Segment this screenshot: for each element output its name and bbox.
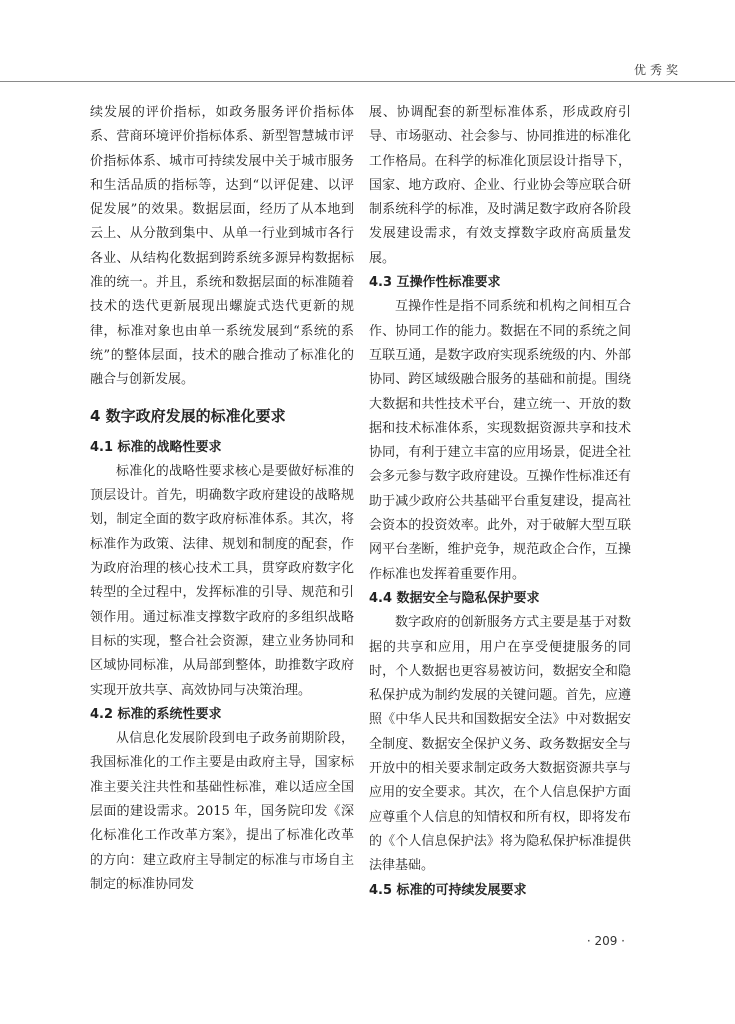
header-rule — [0, 81, 735, 82]
left-column — [90, 101, 354, 897]
subsection-heading-4-5: 4.5 标准的可持续发展要求 — [369, 882, 527, 898]
section-heading-4: 4 数字政府发展的标准化要求 — [90, 406, 286, 425]
subsection-heading-4-1: 4.1 标准的战略性要求 — [90, 439, 222, 455]
subsection-heading-4-4: 4.4 数据安全与隐私保护要求 — [369, 590, 540, 606]
paragraph-4-2-continued: 展、协调配套的新型标准体系，形成政府引导、市场驱动、社会参与、协同推进的标准化工作格局。在科学的标准化顶层设计指导下，国家、地方政府、企业、行业协会等应联合研制系统科学的标准，及时满足数字政府各阶段发展建设需求，有效支撑数字政府高质量发展。 — [369, 105, 631, 266]
subsection-heading-4-2: 4.2 标准的系统性要求 — [90, 706, 222, 722]
paragraph-4-2: 从信息化发展阶段到电子政务前期阶段，我国标准化的工作主要是由政府主导，国家标准主要关注共性和基础性标准，难以适应全国层面的建设需求。2015 年，国务院印发《深化标准化工作改革方案》，提出了标准化改革的方向：建立政府主导制定的标准与市场自主制定的标准协同发 — [90, 731, 354, 892]
right-column — [369, 101, 631, 903]
paragraph-4-3: 互操作性是指不同系统和机构之间相互合作、协同工作的能力。数据在不同的系统之间互联互通，是数字政府实现系统级的内、外部协同、跨区域级融合服务的基础和前提。围绕大数据和共性技术平台，建立统一、开放的数据和技术标准体系，实现数据资源共享和技术协同，有利于建立丰富的应用场景，促进全社会多元参与数字政府建设。互操作性标准还有助于减少政府公共基础平台重复建设，提高社会资本的投资效率。此外，对于破解大型互联网平台垄断，维护竞争，规范政企合作，互操作标准也发挥着重要作用。 — [369, 299, 631, 582]
paragraph-continuation: 续发展的评价指标，如政务服务评价指标体系、营商环境评价指标体系、新型智慧城市评价指标体系、城市可持续发展中关于城市服务和生活品质的指标等，达到“以评促建、以评促发展”的效果。数据层面，经历了从本地到云上、从分散到集中、从单一行业到城市各行各业、从结构化数据到跨系统多源异构数据标准的统一。并且，系统和数据层面的标准随着技术的迭代更新展现出螺旋式迭代更新的规律，标准对象也由单一系统发展到“系统的系统”的整体层面，技术的融合推动了标准化的融合与创新发展。 — [90, 105, 354, 388]
paragraph-4-1: 标准化的战略性要求核心是要做好标准的顶层设计。首先，明确数字政府建设的战略规划，制定全面的数字政府标准体系。其次，将标准作为政策、法律、规划和制度的配套，作为政府治理的核心技术工具，贯穿政府数字化转型的全过程中，发挥标准的引导、规范和引领作用。通过标准支撑数字政府的多组织战略目标的实现，整合社会资源，建立业务协同和区域协同标准，从局部到整体，助推数字政府实现开放共享、高效协同与决策治理。 — [90, 463, 354, 698]
page-number: · 209 · — [586, 934, 625, 948]
paragraph-4-4: 数字政府的创新服务方式主要是基于对数据的共享和应用，用户在享受便捷服务的同时，个人数据也更容易被访问，数据安全和隐私保护成为制约发展的关键问题。首先，应遵照《中华人民共和国数据安全法》中对数据安全制度、数据安全保护义务、政务数据安全与开放中的相关要求制定政务大数据资源共享与应用的安全要求。其次，在个人信息保护方面应尊重个人信息的知情权和所有权，即将发布的《个人信息保护法》将为隐私保护标准提供法律基础。 — [369, 615, 631, 874]
subsection-heading-4-3: 4.3 互操作性标准要求 — [369, 275, 501, 291]
section-label: 优秀奖 — [633, 63, 682, 77]
